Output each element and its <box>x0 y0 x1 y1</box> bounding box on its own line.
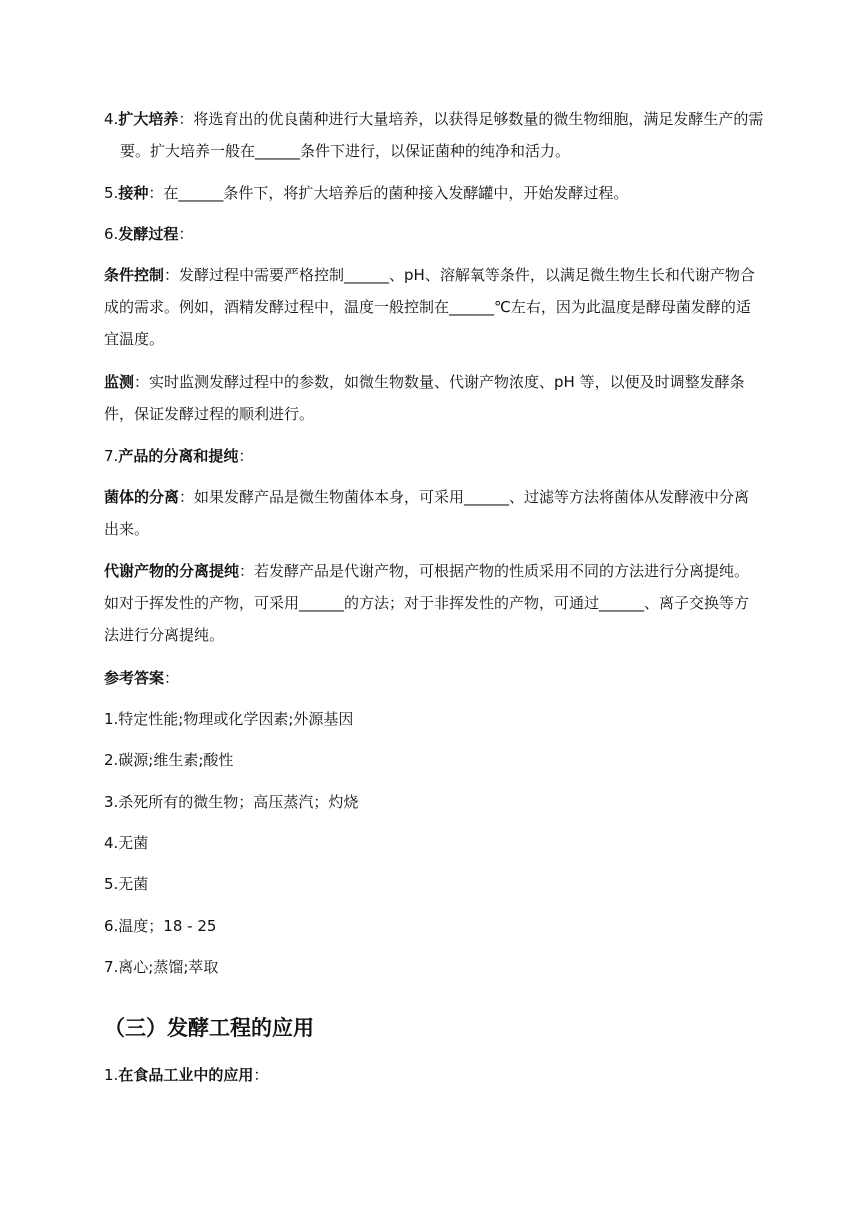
paragraph-text: ：如果发酵产品是微生物菌体本身，可采用______、过滤等方法将菌体从发酵液中分离出来。 <box>104 488 750 538</box>
term-cell-separation: 菌体的分离 <box>104 488 180 506</box>
item-number: 4. <box>104 110 119 128</box>
colon: ： <box>253 1066 269 1084</box>
paragraph-monitoring <box>104 366 760 430</box>
paragraph-inoculation <box>104 177 760 209</box>
paragraph-text: ：将选育出的优良菌种进行大量培养，以获得足够数量的微生物细胞，满足发酵生产的需要。扩大培养一般在______条件下进行，以保证菌种的纯净和活力。 <box>120 110 764 160</box>
item-number: 5. <box>104 184 119 202</box>
heading-separation-purification <box>104 440 760 472</box>
paragraph-cell-separation <box>104 481 760 545</box>
paragraph-text: ：若发酵产品是代谢产物，可根据产物的性质采用不同的方法进行分离提纯。如对于挥发性的产物，可采用______的方法；对于非挥发性的产物，可通过______、离子交换等方法进行分离提纯。 <box>104 562 750 644</box>
colon: ： <box>238 447 254 465</box>
paragraph-metabolite-separation <box>104 555 760 651</box>
paragraph-text: ：发酵过程中需要严格控制______、pH、溶解氧等条件，以满足微生物生长和代谢产物合成的需求。例如，酒精发酵过程中，温度一般控制在______℃左右，因为此温度是酵母菌发酵的适宜温度。 <box>104 266 755 348</box>
answers-title: 参考答案 <box>104 669 165 687</box>
heading-food-industry <box>104 1059 760 1091</box>
answer-item: 7.离心;蒸馏;萃取 <box>104 958 219 976</box>
paragraph-text: ：实时监测发酵过程中的参数，如微生物数量、代谢产物浓度、pH 等，以便及时调整发酵条件，保证发酵过程的顺利进行。 <box>104 373 745 423</box>
term-fermentation-process: 发酵过程 <box>118 225 179 243</box>
answer-item: 5.无菌 <box>104 875 149 893</box>
heading-fermentation-process <box>104 218 760 250</box>
colon: ： <box>164 669 180 687</box>
section-heading: （三）发酵工程的应用 <box>104 1016 314 1040</box>
term-expand-culture: 扩大培养 <box>118 110 179 128</box>
colon: ： <box>178 225 194 243</box>
answer-item: 2.碳源;维生素;酸性 <box>104 751 234 769</box>
term-metabolite-separation: 代谢产物的分离提纯 <box>104 562 240 580</box>
answer-item: 3.杀死所有的微生物；高压蒸汽；灼烧 <box>104 793 359 811</box>
term-food-industry: 在食品工业中的应用 <box>118 1066 254 1084</box>
answer-item: 6.温度；18 - 25 <box>104 917 217 935</box>
term-inoculation: 接种 <box>118 184 149 202</box>
answers-heading <box>104 662 760 694</box>
item-number: 6. <box>104 225 119 243</box>
term-separation-purification: 产品的分离和提纯 <box>118 447 239 465</box>
item-number: 7. <box>104 447 119 465</box>
item-number: 1. <box>104 1066 119 1084</box>
paragraph-condition-control <box>104 259 760 355</box>
answer-item: 4.无菌 <box>104 834 149 852</box>
paragraph-expand-culture <box>104 103 776 167</box>
paragraph-text: ：在______条件下，将扩大培养后的菌种接入发酵罐中，开始发酵过程。 <box>148 184 629 202</box>
term-monitoring: 监测 <box>104 373 135 391</box>
answer-item: 1.特定性能;物理或化学因素;外源基因 <box>104 710 354 728</box>
term-condition-control: 条件控制 <box>104 266 165 284</box>
